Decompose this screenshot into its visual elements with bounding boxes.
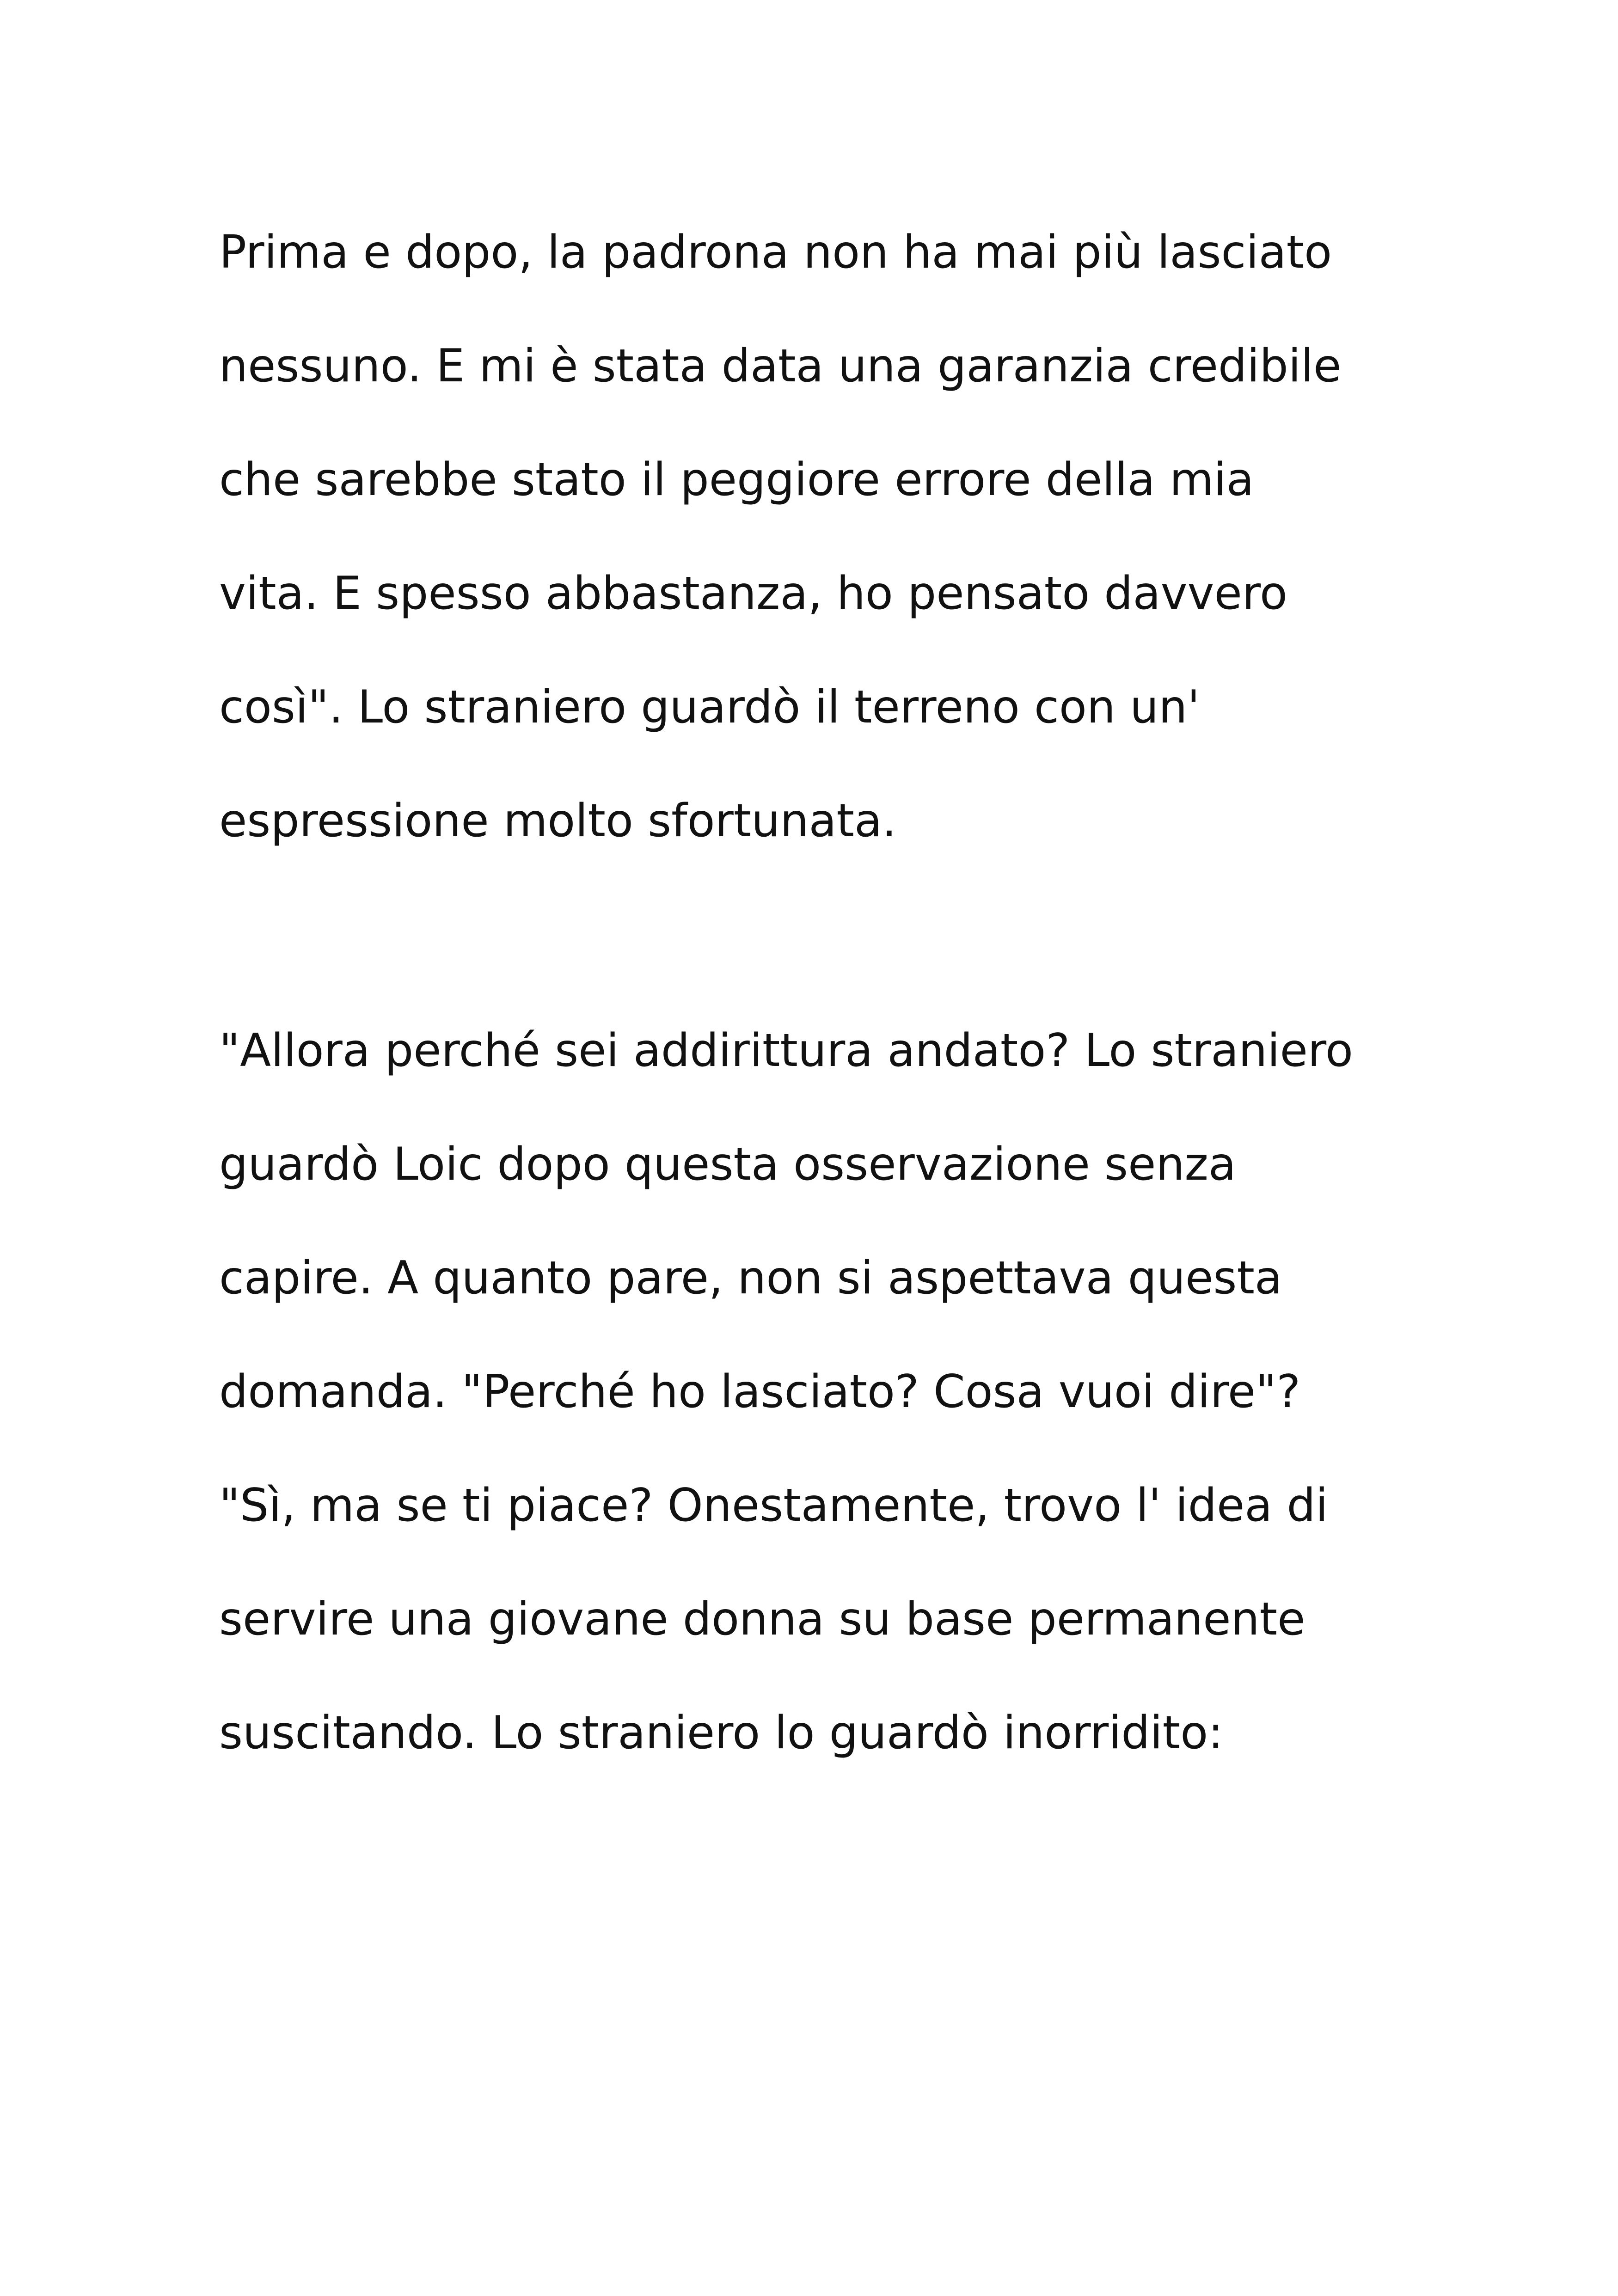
text-line: nessuno. E mi è stata data una garanzia credibile (219, 340, 1342, 392)
text-line: "Allora perché sei addirittura andato? Lo straniero (219, 1024, 1354, 1077)
text-line: che sarebbe stato il peggiore errore della mia (219, 453, 1254, 506)
text-line: Prima e dopo, la padrona non ha mai più lasciato (219, 226, 1332, 279)
text-line: domanda. "Perché ho lasciato? Cosa vuoi dire"? (219, 1365, 1301, 1418)
text-line: espressione molto sfortunata. (219, 795, 897, 847)
text-line: capire. A quanto pare, non si aspettava questa (219, 1252, 1282, 1304)
text-line: vita. E spesso abbastanza, ho pensato davvero (219, 567, 1287, 620)
text-line: "Sì, ma se ti piace? Onestamente, trovo l' idea di (219, 1479, 1328, 1532)
text-line: guardò Loic dopo questa osservazione senza (219, 1138, 1236, 1191)
text-line: servire una giovane donna su base permanente (219, 1593, 1305, 1646)
paragraph-1 (219, 196, 1421, 878)
paragraph-2 (219, 994, 1421, 1790)
text-line: suscitando. Lo straniero lo guardò inorridito: (219, 1707, 1224, 1759)
text-line: così". Lo straniero guardò il terreno con un' (219, 681, 1200, 734)
